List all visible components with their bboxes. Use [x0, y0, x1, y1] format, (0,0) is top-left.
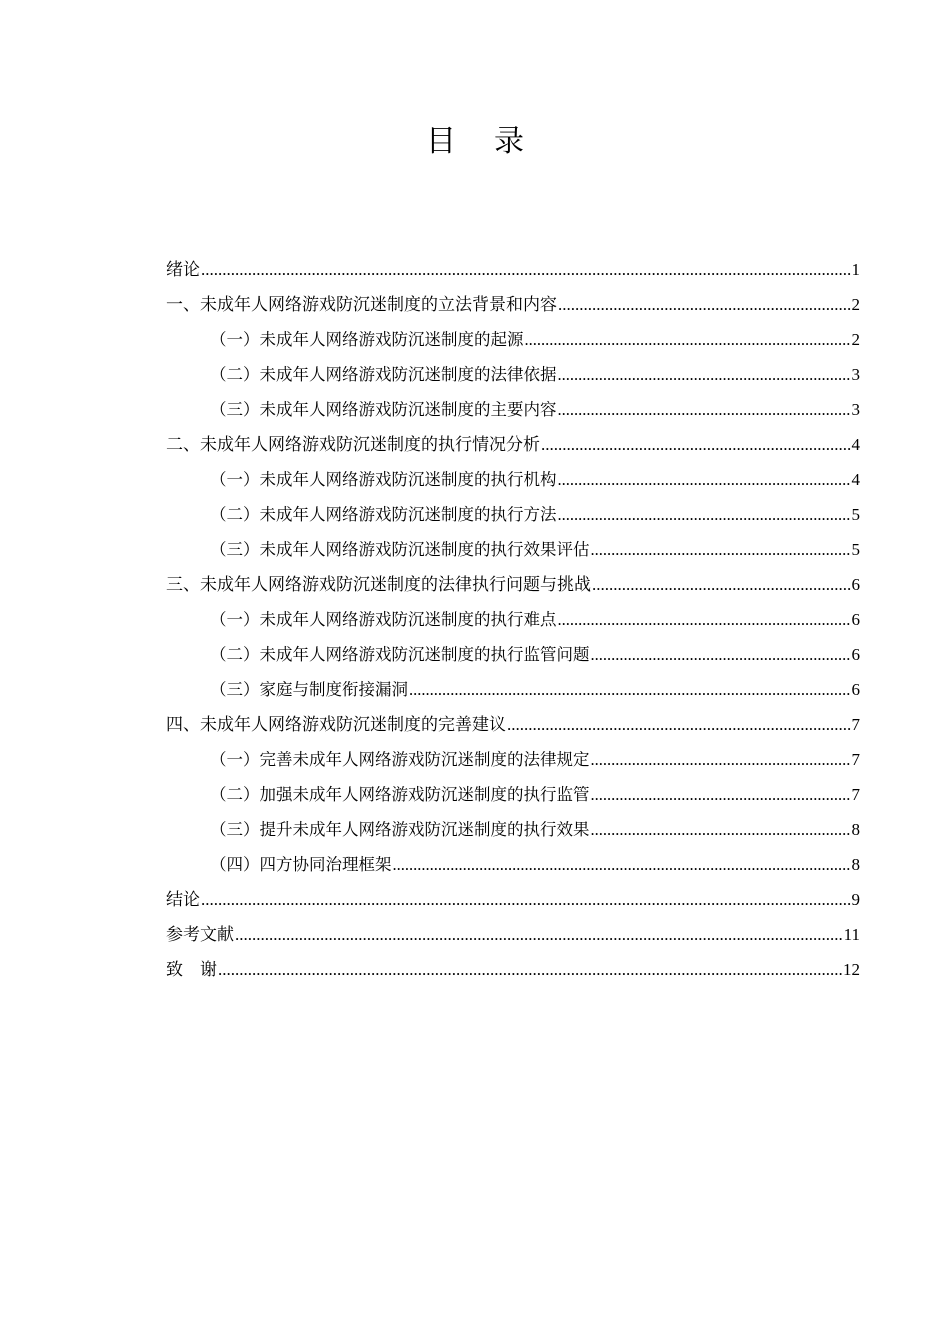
toc-entry-label: 四、未成年人网络游戏防沉迷制度的完善建议	[166, 715, 506, 735]
toc-entry-label: （一）未成年人网络游戏防沉迷制度的起源	[210, 330, 524, 349]
toc-entry-label: 二、未成年人网络游戏防沉迷制度的执行情况分析	[166, 435, 540, 455]
toc-entry[interactable]	[166, 602, 860, 637]
toc-page-number: 3	[851, 400, 860, 419]
toc-page-number: 5	[851, 505, 860, 524]
toc-entry-label: （三）家庭与制度衔接漏洞	[210, 680, 408, 699]
dot-leader	[525, 322, 851, 357]
toc-page-number: 8	[851, 855, 860, 874]
toc-entry-label: （二）未成年人网络游戏防沉迷制度的执行监管问题	[210, 645, 590, 664]
toc-entry[interactable]	[166, 427, 860, 462]
toc-page-number: 12	[843, 960, 860, 979]
toc-entry-label: （三）未成年人网络游戏防沉迷制度的执行效果评估	[210, 540, 590, 559]
toc-entry[interactable]	[166, 497, 860, 532]
toc-entry[interactable]	[166, 917, 860, 952]
dot-leader	[558, 497, 851, 532]
toc-entry[interactable]	[166, 637, 860, 672]
toc-entry-label: 绪论	[166, 260, 200, 280]
dot-leader	[591, 532, 851, 567]
dot-leader	[201, 882, 851, 917]
toc-entry-label: 参考文献	[166, 925, 234, 945]
toc-page-number: 6	[851, 680, 860, 699]
dot-leader	[592, 567, 851, 602]
toc-entry-label: 结论	[166, 890, 200, 910]
toc-page-number: 7	[851, 715, 860, 734]
toc-entry-label: （三）未成年人网络游戏防沉迷制度的主要内容	[210, 400, 557, 419]
toc-page-number: 7	[851, 785, 860, 804]
toc-page-number: 5	[851, 540, 860, 559]
dot-leader	[558, 462, 851, 497]
toc-entry[interactable]	[166, 532, 860, 567]
toc-entry-label: （二）未成年人网络游戏防沉迷制度的执行方法	[210, 505, 557, 524]
dot-leader	[591, 812, 851, 847]
toc-page-number: 7	[851, 750, 860, 769]
toc-entry[interactable]	[166, 462, 860, 497]
toc-page-number: 6	[851, 610, 860, 629]
toc-entry[interactable]	[166, 392, 860, 427]
toc-entry[interactable]	[166, 777, 860, 812]
toc-entry-label: 一、未成年人网络游戏防沉迷制度的立法背景和内容	[166, 295, 557, 315]
dot-leader	[591, 637, 851, 672]
dot-leader	[558, 357, 851, 392]
toc-page-number: 2	[851, 295, 860, 314]
dot-leader	[541, 427, 851, 462]
toc-entry-label: （二）未成年人网络游戏防沉迷制度的法律依据	[210, 365, 557, 384]
toc-entry[interactable]	[166, 322, 860, 357]
toc-page-number: 6	[851, 645, 860, 664]
toc-page-number: 11	[843, 925, 860, 944]
page-title: 目录	[426, 124, 562, 159]
toc-page-number: 3	[851, 365, 860, 384]
dot-leader	[591, 777, 851, 812]
dot-leader	[558, 287, 851, 322]
toc-entry[interactable]	[166, 357, 860, 392]
toc-entry[interactable]	[166, 812, 860, 847]
toc-page-number: 6	[851, 575, 860, 594]
table-of-contents	[166, 252, 860, 987]
toc-entry[interactable]	[166, 707, 860, 742]
toc-entry-label: 三、未成年人网络游戏防沉迷制度的法律执行问题与挑战	[166, 575, 591, 595]
toc-entry-label: （二）加强未成年人网络游戏防沉迷制度的执行监管	[210, 785, 590, 804]
toc-page-number: 2	[851, 330, 860, 349]
toc-entry[interactable]	[166, 252, 860, 287]
toc-entry-label: （一）未成年人网络游戏防沉迷制度的执行难点	[210, 610, 557, 629]
dot-leader	[409, 672, 851, 707]
dot-leader	[218, 952, 842, 987]
dot-leader	[558, 392, 851, 427]
dot-leader	[393, 847, 851, 882]
toc-page-number: 4	[851, 470, 860, 489]
dot-leader	[507, 707, 851, 742]
toc-entry[interactable]	[166, 672, 860, 707]
toc-page-number: 8	[851, 820, 860, 839]
toc-entry-label: （一）完善未成年人网络游戏防沉迷制度的法律规定	[210, 750, 590, 769]
toc-page-number: 1	[851, 260, 860, 279]
toc-entry-label: （三）提升未成年人网络游戏防沉迷制度的执行效果	[210, 820, 590, 839]
dot-leader	[558, 602, 851, 637]
dot-leader	[591, 742, 851, 777]
toc-entry[interactable]	[166, 882, 860, 917]
toc-entry-label: 致 谢	[166, 960, 217, 980]
toc-page-number: 9	[851, 890, 860, 909]
toc-entry[interactable]	[166, 742, 860, 777]
toc-entry-label: （一）未成年人网络游戏防沉迷制度的执行机构	[210, 470, 557, 489]
toc-entry[interactable]	[166, 567, 860, 602]
toc-entry[interactable]	[166, 287, 860, 322]
dot-leader	[235, 917, 843, 952]
toc-entry[interactable]	[166, 952, 860, 987]
toc-page-number: 4	[851, 435, 860, 454]
toc-entry[interactable]	[166, 847, 860, 882]
toc-entry-label: （四）四方协同治理框架	[210, 855, 392, 874]
dot-leader	[201, 252, 851, 287]
